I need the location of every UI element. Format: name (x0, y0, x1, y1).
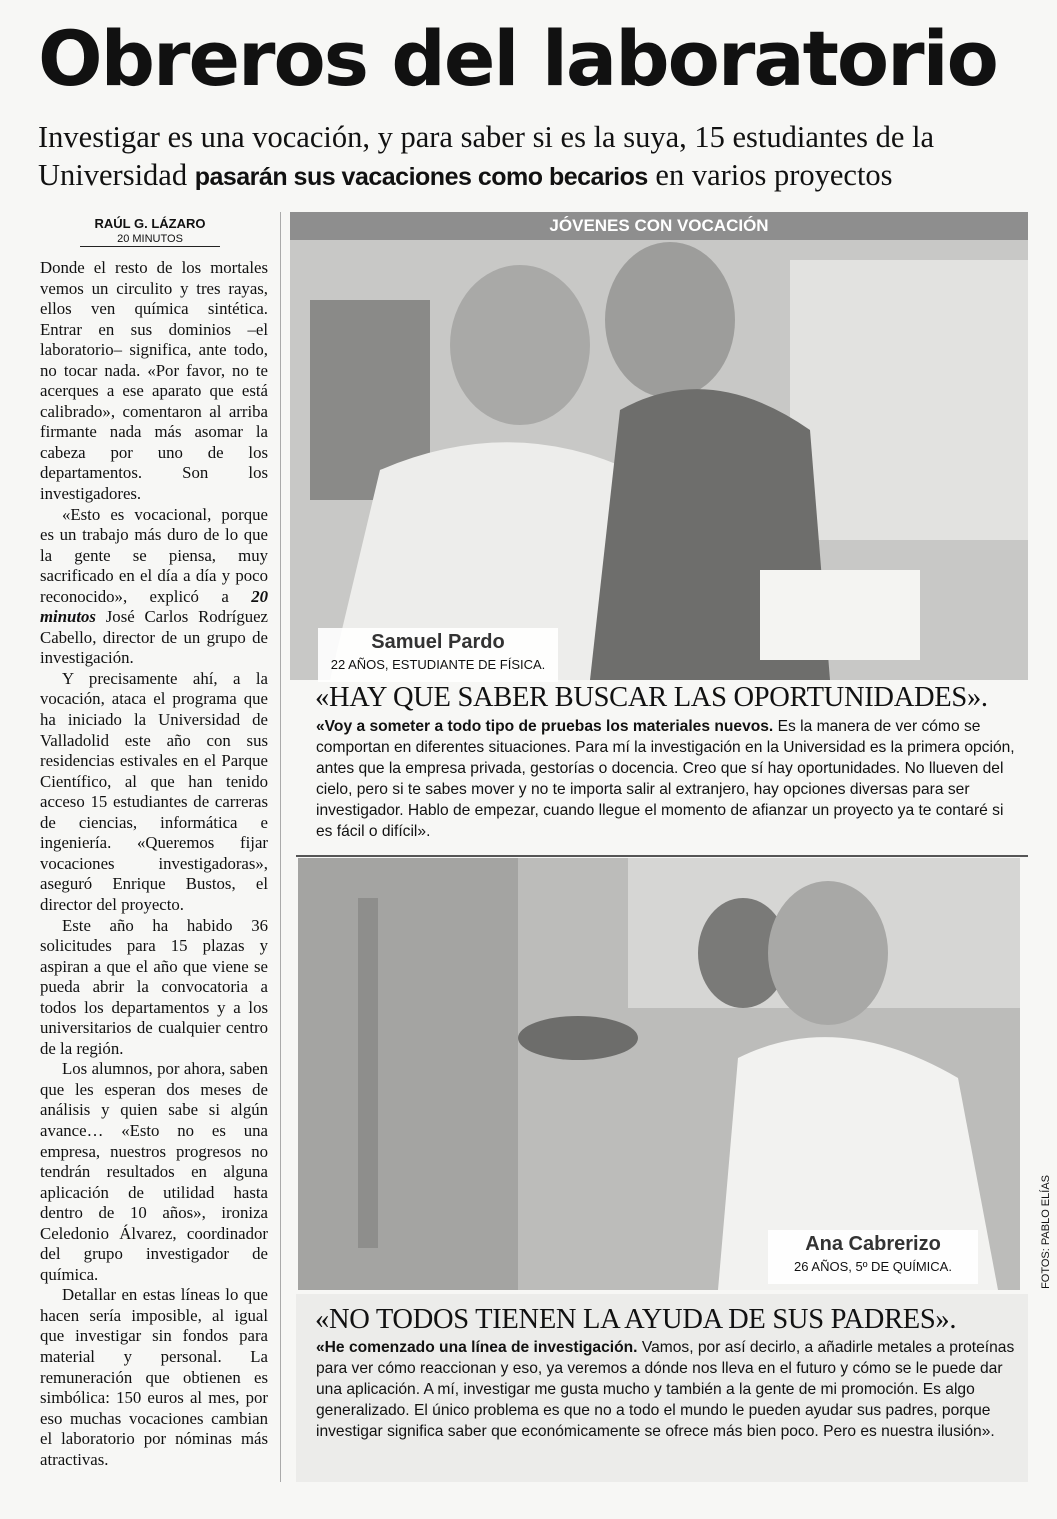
subhead-highlight: pasarán sus vacaciones como becarios (194, 163, 648, 191)
body-paragraph (40, 505, 268, 669)
quote-body-1 (316, 716, 1022, 842)
byline (40, 216, 260, 247)
column-divider (280, 212, 281, 1482)
photo-illustration (298, 858, 1020, 1290)
photo-credit: FOTOS: PABLO ELÍAS (1040, 1175, 1052, 1289)
quote-body-2 (316, 1337, 1022, 1442)
quote-title-1: «HAY QUE SABER BUSCAR LAS OPORTUNIDADES». (315, 682, 988, 713)
body-paragraph: Y precisamente ahí, a la vocación, ataca el programa que ha iniciado la Universidad de Valladolid este año con sus residencias estivales en el Parque Científico, al que han tenido acceso 15 estudiantes de carreras de ciencias, informática e ingeniería. «Queremos fijar vocaciones investigadoras», aseguró Enrique Bustos, el director del proyecto. (40, 668, 268, 914)
photo-samuel-pardo (290, 240, 1028, 680)
caption-info: 26 AÑOS, 5º DE QUÍMICA. (794, 1259, 952, 1274)
quote-title-2: «NO TODOS TIENEN LA AYUDA DE SUS PADRES». (315, 1304, 957, 1335)
subhead-text-end: en varios proyectos (647, 158, 893, 192)
caption-samuel-pardo (318, 628, 558, 682)
photo-illustration (290, 240, 1028, 680)
quote-text: Es la manera de ver cómo se comportan en diferentes situaciones. Para mí la investigación en la Universidad es la primera opción, antes que la empresa privada, gestorías o docencia. Creo que sí hay oportunidades. No llueven del cielo, pero si te sabes mover y no te importa salir al extranjero, hay opciones diversas para ser investigador. Hablo de empezar, cuando llegue el momento de afianzar un proyecto ya te contaré si es fácil o difícil». (316, 718, 1015, 840)
body-paragraph: Detallar en estas líneas lo que hacen sería imposible, al igual que investigar sin fondos para material y personal. La remuneración que obtienen es simbólica: 150 euros al mes, por eso muchas vocaciones cambian el laboratorio por nóminas más atractivas. (40, 1285, 268, 1469)
body-paragraph: Los alumnos, por ahora, saben que les esperan dos meses de análisis y quien sabe si algún avance… «Esto no es una empresa, nuestros progresos no tendrán resultados en alguna aplicación de utilidad hasta dentro de 10 años», ironiza Celedonio Álvarez, coordinador del grupo investigador de química. (40, 1059, 268, 1284)
section-separator (296, 855, 1028, 857)
caption-name: Ana Cabrerizo (805, 1233, 941, 1255)
caption-name: Samuel Pardo (371, 631, 505, 653)
byline-author: RAÚL G. LÁZARO (94, 216, 206, 231)
body-paragraph: Este año ha habido 36 solicitudes para 15 plazas y aspiran a que el año que viene se pueda abrir la convocatoria a todos los departamentos y a los universitarios de cualquier centro de la región. (40, 915, 268, 1058)
caption-info: 22 AÑOS, ESTUDIANTE DE FÍSICA. (330, 657, 546, 672)
section-banner: JÓVENES CON VOCACIÓN (290, 212, 1028, 240)
body-paragraph: Donde el resto de los mortales vemos un circulito y tres rayas, ellos ven química sintética. Entrar en sus dominios –el laboratorio– significa, ante todo, no tocar nada. «Por favor, no te acerques a ese aparato que está calibrado», comentaron al arriba firmante nada más asomar la cabeza por uno de los departamentos. Son los investigadores. (40, 258, 268, 504)
quote-lead: «Voy a someter a todo tipo de pruebas los materiales nuevos. (316, 718, 774, 735)
subheadline (38, 118, 1038, 196)
body-text: «Esto es vocacional, porque es un trabajo más duro de lo que la gente se piensa, muy sacrificado en el día a día y poco reconocido», explicó a (40, 504, 268, 606)
byline-outlet: 20 MINUTOS (80, 232, 220, 247)
quote-lead: «He comenzado una línea de investigación. (316, 1339, 638, 1356)
body-text: José Carlos Rodríguez Cabello, director de un grupo de investigación. (40, 607, 268, 668)
subhead-text: Investigar es una vocación, y para saber si es la suya, 15 estudiantes de la Universidad (38, 120, 935, 192)
body-emphasis: 20 minutos (40, 586, 268, 627)
quote-text: Vamos, por así decirlo, a añadirle metales a proteínas para ver cómo reaccionan y eso, ya veremos a dónde nos lleva en el futuro y cómo se le puede dar una aplicación. A mí, investigar me gusta mucho y también a la gente de mi promoción. Es algo generalizado. El único problema es que no a todo el mundo le pueden ayudar sus padres, porque investigar significa saber que económicamente se ofrece más bien poco. Pero es nuestra ilusión». (316, 1339, 1015, 1440)
headline: Obreros del laboratorio (38, 14, 997, 103)
article-body (40, 258, 268, 1486)
photo-ana-cabrerizo (298, 858, 1020, 1290)
caption-ana-cabrerizo (768, 1230, 978, 1284)
